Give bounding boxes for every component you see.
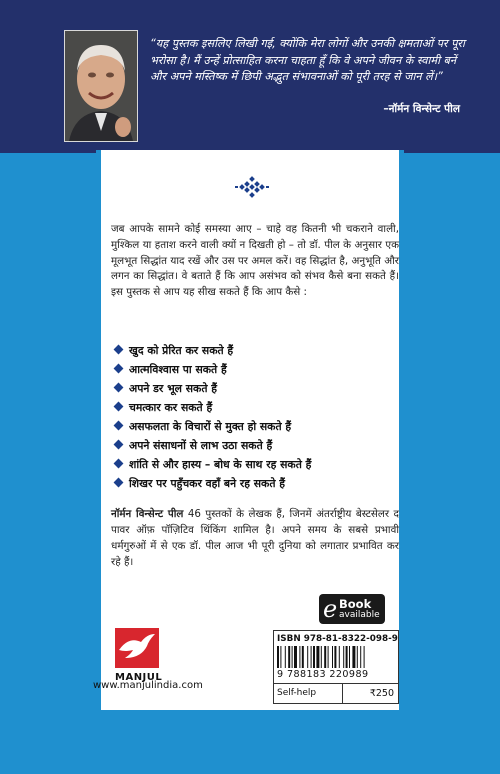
ebook-available-badge bbox=[319, 594, 385, 624]
list-item: असफलता के विचारों से मुक्त हो सकते हैं bbox=[115, 419, 395, 438]
ebook-word: Book bbox=[339, 597, 372, 611]
barcode-bar bbox=[334, 646, 336, 668]
about-author-text: 46 पुस्तकों के लेखक हैं, जिनमें अंतर्राष्ट्रीय बेस्टसेलर द पावर ऑफ़ पॉज़िटिव थिंकिंग शामिल है। अपने समय के सबसे प्रभावी धर्मगुरुओं में से एक डॉ. पील आज भी पूरी दुनिया को लगातार प्रभावित कर रहे हैं। bbox=[111, 508, 400, 568]
ebook-letter: e bbox=[323, 595, 338, 623]
barcode-bar bbox=[302, 646, 304, 668]
category-price-row bbox=[274, 683, 398, 703]
list-item: चमत्कार कर सकते हैं bbox=[115, 400, 395, 419]
isbn-barcode-box bbox=[273, 630, 399, 704]
barcode-bar bbox=[313, 646, 315, 668]
content-panel bbox=[93, 150, 404, 710]
ebook-status: available bbox=[339, 610, 380, 620]
list-item: अपने डर भूल सकते हैं bbox=[115, 381, 395, 400]
barcode-bar bbox=[321, 646, 322, 668]
divider bbox=[342, 684, 343, 703]
barcode-bar bbox=[280, 646, 281, 668]
barcode-bar bbox=[299, 646, 300, 668]
diamond-ornament-icon bbox=[235, 176, 269, 198]
barcode-bar bbox=[294, 646, 297, 668]
intro-paragraph: जब आपके सामने कोई समस्या आए – चाहे वह कितनी भी चकराने वाली, मुश्किल या हताश करने वाली क्यों न दिखती हो – तो डॉ. पील के अनुसार एक मूलभूत सिद्धांत याद रखें और उस पर अमल करें। वह सिद्धांत है, अनुभूति और लगन का सिद्धांत। वे बताते हैं कि आप असंभव को संभव कैसे बना सकते हैं। इस पुस्तक से आप यह सीख सकते हैं कि आप कैसे : bbox=[111, 223, 399, 299]
barcode-bar bbox=[324, 646, 326, 668]
barcode-bar bbox=[339, 646, 340, 668]
barcode-bar bbox=[285, 646, 286, 668]
quote-attribution: –नॉर्मन विन्सेन्ट पील bbox=[383, 103, 460, 115]
diamond-bullet-icon bbox=[114, 364, 124, 374]
isbn-label: ISBN 978-81-8322-098-9 bbox=[277, 634, 398, 644]
diamond-bullet-icon bbox=[114, 402, 124, 412]
isbn-digits: 9 788183 220989 bbox=[277, 669, 369, 680]
barcode-bar bbox=[311, 646, 312, 668]
barcode-bar bbox=[332, 646, 333, 668]
author-name: नॉर्मन विन्सेन्ट पील bbox=[111, 508, 184, 520]
barcode-bar bbox=[360, 646, 361, 668]
barcode-bar bbox=[364, 646, 365, 668]
top-band bbox=[0, 0, 500, 153]
publisher-name: MANJUL bbox=[115, 672, 163, 683]
list-item: आत्मविश्वास पा सकते हैं bbox=[115, 362, 395, 381]
book-category: Self-help bbox=[277, 688, 317, 698]
barcode-bar bbox=[352, 646, 355, 668]
book-price: ₹250 bbox=[369, 688, 394, 699]
diamond-bullet-icon bbox=[114, 478, 124, 488]
barcode-bar bbox=[349, 646, 350, 668]
barcode-bar bbox=[343, 646, 344, 668]
barcode-bar bbox=[357, 646, 358, 668]
list-item: अपने संसाधनों से लाभ उठा सकते हैं bbox=[115, 438, 395, 457]
publisher-website: www.manjulindia.com bbox=[93, 680, 203, 691]
diamond-bullet-icon bbox=[114, 345, 124, 355]
benefit-list bbox=[115, 343, 395, 495]
author-photo bbox=[64, 30, 138, 142]
barcode-bar bbox=[328, 646, 329, 668]
about-author-paragraph bbox=[111, 506, 399, 570]
author-quote: “यह पुस्तक इसलिए लिखी गई, क्योंकि मेरा लोगों और उनकी क्षमताओं पर पूरा भरोसा है। मैं उन्हें प्रोत्साहित करना चाहता हूँ कि वे अपने जीवन के स्वामी बनें और अपने मस्तिष्क में छिपी अद्भुत संभावनाओं को पूरी तरह से जान लें।” bbox=[150, 37, 465, 83]
list-item: खुद को प्रेरित कर सकते हैं bbox=[115, 343, 395, 362]
barcode-bar bbox=[307, 646, 308, 668]
barcode-bar bbox=[346, 646, 348, 668]
list-item: शिखर पर पहुँचकर वहाँ बने रह सकते हैं bbox=[115, 476, 395, 495]
publisher-logo bbox=[115, 628, 175, 683]
diamond-bullet-icon bbox=[114, 421, 124, 431]
diamond-bullet-icon bbox=[114, 383, 124, 393]
barcode-bar bbox=[316, 646, 319, 668]
barcode-icon bbox=[277, 646, 395, 668]
barcode-bar bbox=[292, 646, 293, 668]
barcode-bar bbox=[277, 646, 279, 668]
diamond-bullet-icon bbox=[114, 459, 124, 469]
list-item: शांति से और हास्य – बोध के साथ रह सकते हैं bbox=[115, 457, 395, 476]
barcode-bar bbox=[288, 646, 290, 668]
diamond-bullet-icon bbox=[114, 440, 124, 450]
bird-logo-icon bbox=[115, 628, 159, 668]
